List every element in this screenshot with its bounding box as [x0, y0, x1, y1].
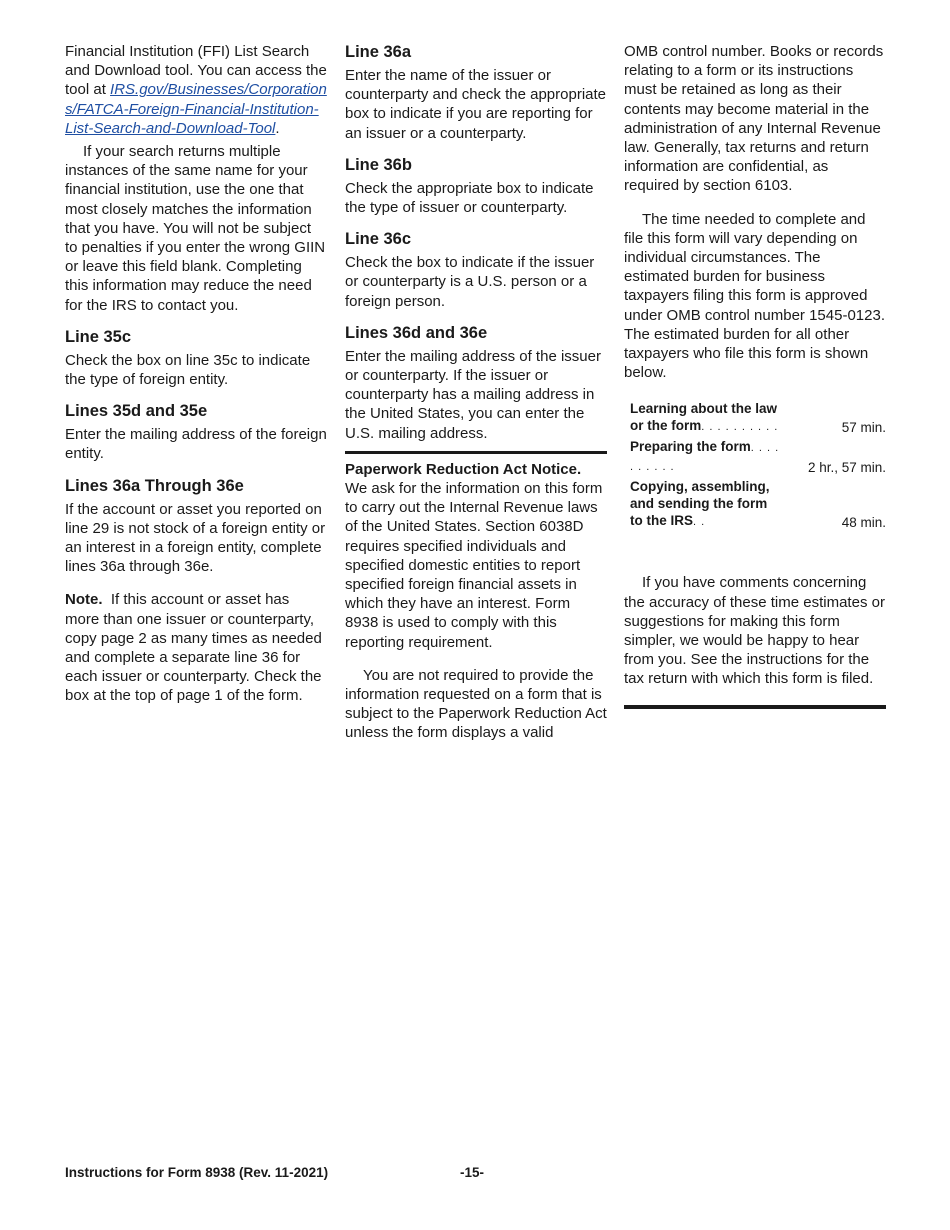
heading-line-36c: Line 36c: [345, 230, 412, 249]
pra-text: We ask for the information on this form to carry out the Internal Revenue laws of the United States. Section 6038D requires specified individuals and specified domestic entities to report specified foreign financial assets in which they have an interest. Form 8938 is used to comply with this reporting requirement.: [345, 480, 603, 651]
page-number: -15-: [460, 1165, 485, 1180]
line-36a-text: Enter the name of the issuer or counterparty and check the appropriate box to indicate if you are reporting for an issuer or a counterparty.: [345, 67, 606, 142]
paperwork-reduction-notice: [345, 451, 607, 652]
burden-activity: Preparing the form. . . . . . . . . .: [630, 439, 780, 474]
not-required-paragraph: You are not required to provide the information requested on a form that is subject to the Paperwork Reduction Act unless the form displays a valid: [345, 666, 607, 742]
search-results-paragraph: If your search returns multiple instances of the same name for your financial institution, use the one that most closely matches the information that you have. You will not be subject to penalties if you enter the wrong GIIN or leave this field blank. Completing this information may reduce the need for the IRS to contact you.: [65, 143, 326, 314]
pra-paragraph: [345, 460, 607, 652]
heading-line-35c: Line 35c: [65, 327, 132, 346]
line-36b-text: Check the appropriate box to indicate the type of issuer or counterparty.: [345, 179, 594, 217]
ffi-list-tool-link[interactable]: IRS.gov/Businesses/Corporations/FATCA-Foreign-Financial-Institution-List-Search-and-Download-Tool: [65, 81, 327, 137]
line-36c-text: Check the box to indicate if the issuer or counterparty is a U.S. person or a foreign person.: [345, 254, 595, 310]
lines-35d-35e-text: Enter the mailing address of the foreign entity.: [65, 426, 327, 463]
omb-paragraph: OMB control number. Books or records relating to a form or its instructions must be retained as long as their contents may become material in the administration of any Internal Revenue law. Generally, tax returns and return information are confidential, as required by section 6103.: [624, 43, 884, 195]
burden-activity: Copying, assembling, and sending the form to the IRS. .: [630, 479, 770, 529]
table-row: [630, 438, 886, 478]
burden-time: 2 hr., 57 min.: [807, 460, 886, 476]
footer-title: Instructions for Form 8938 (Rev. 11-2021): [65, 1165, 329, 1180]
burden-table: [630, 400, 886, 533]
burden-time: 48 min.: [841, 515, 886, 531]
comments-paragraph: If you have comments concerning the accuracy of these time estimates or suggestions for making this form simpler, we would be happy to hear from you. See the instructions for the tax return with which this form is filed.: [624, 574, 885, 688]
ffi-paragraph: [65, 42, 327, 138]
heading-lines-35d-35e: Lines 35d and 35e: [65, 402, 208, 421]
note-paragraph: [65, 590, 327, 705]
column-right: [624, 42, 886, 709]
column-middle: [345, 42, 607, 743]
column-left: [65, 42, 327, 706]
ffi-text-end: .: [275, 119, 280, 137]
heading-line-36b: Line 36b: [345, 155, 412, 174]
note-label: Note.: [65, 591, 103, 609]
note-text: If this account or asset has more than one issuer or counterparty, copy page 2 as many times as needed and complete a separate line 36 for each issuer or counterparty. Check the box at the top of page 1 of the form.: [65, 591, 322, 705]
table-row: [630, 400, 886, 438]
pra-title: Paperwork Reduction Act Notice.: [345, 460, 582, 478]
burden-activity: Learning about the law or the form. . . . . . . . . .: [630, 401, 779, 434]
time-needed-paragraph: The time needed to complete and file this form will vary depending on individual circumstances. The estimated burden for business taxpayers filing this form is approved under OMB control number 1545-0123. The estimated burden for all other taxpayers who file this form is shown below.: [624, 210, 885, 382]
lines-36a-through-36e-text: If the account or asset you reported on line 29 is not stock of a foreign entity or an interest in a foreign entity, complete lines 36a through 36e.: [65, 500, 326, 576]
lines-36d-36e-text: Enter the mailing address of the issuer or counterparty. If the issuer or counterparty has a mailing address in the United States, you can enter the U.S. mailing address.: [345, 347, 601, 442]
ffi-text: Financial Institution (FFI) List Search and Download tool. You can access the tool at: [65, 43, 327, 99]
burden-time: 57 min.: [841, 420, 886, 436]
heading-lines-36d-36e: Lines 36d and 36e: [345, 323, 488, 342]
table-row: [630, 478, 886, 533]
heading-lines-36a-through-36e: Lines 36a Through 36e: [65, 476, 244, 495]
line-35c-text: Check the box on line 35c to indicate the type of foreign entity.: [65, 351, 311, 389]
heading-line-36a: Line 36a: [345, 43, 412, 61]
section-divider: [624, 705, 886, 709]
